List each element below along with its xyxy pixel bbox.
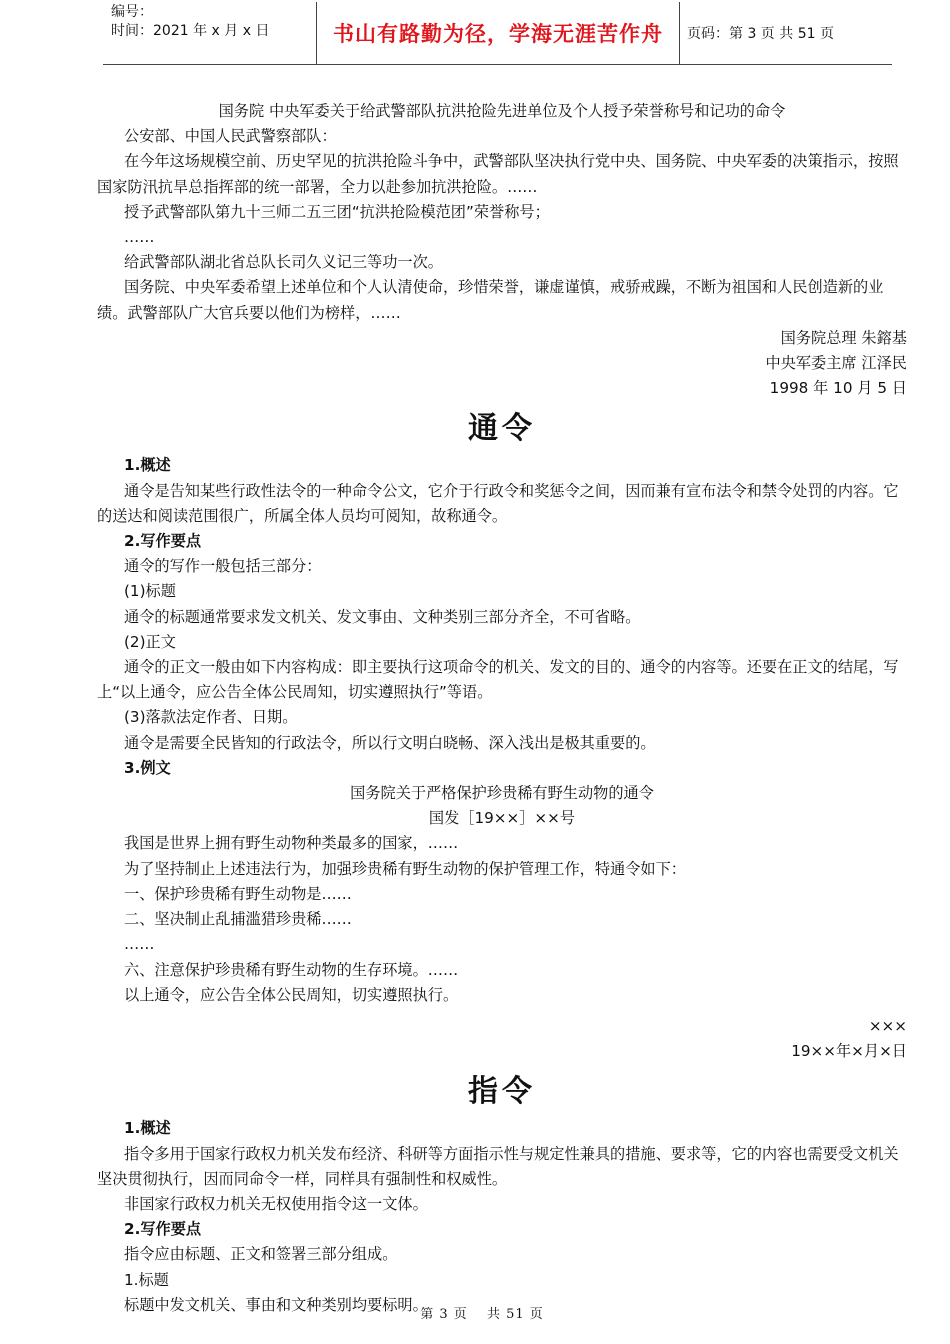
text-line: 国务院 中央军委关于给武警部队抗洪抢险先进单位及个人授予荣誉称号和记功的命令 [218,102,786,120]
text-line: 通令的标题通常要求发文机关、发文事由、文种类别三部分齐全，不可省略。 [124,607,641,626]
text-line: 二、坚决制止乱捕滥猎珍贵稀…… [124,910,352,929]
text-line: 国务院关于严格保护珍贵稀有野生动物的通令 [350,784,654,803]
section-heading: 3.例文 [124,758,171,777]
text-line: 公安部、中国人民武警察部队： [124,127,337,146]
text-line: 指令应由标题、正文和签署三部分组成。 [124,1245,398,1264]
text-line: 19××年×月×日 [791,1042,907,1061]
page-header [103,2,892,65]
footer-page: 第 3 页 [420,1307,468,1322]
text-line: 我国是世界上拥有野生动物种类最多的国家，…… [124,834,459,853]
header-motto: 书山有路勤为径，学海无涯苦作舟 [316,2,680,64]
text-line: 中央军委主席 江泽民 [765,354,907,373]
header-page-number: 页码：第 3 页 共 51 页 [687,26,834,42]
header-number: 编号： [111,4,153,20]
text-line: 六、注意保护珍贵稀有野生动物的生存环境。…… [124,960,459,979]
text-line: 国务院、中央军委希望上述单位和个人认清使命，珍惜荣誉，谦虚谨慎，戒骄戒躁，不断为祖国和人民创造新的业绩。武警部队广大官兵要以他们为榜样，…… [97,278,884,322]
text-line: 1.标题 [124,1270,169,1289]
section-heading: 1.概述 [124,456,171,475]
text-line: 国务院总理 朱鎔基 [780,328,907,347]
text-line: 在今年这场规模空前、历史罕见的抗洪抢险斗争中，武警部队坚决执行党中央、国务院、中央军委的决策指示，按照国家防汛抗旱总指挥部的统一部署，全力以赴参加抗洪抢险。…… [97,152,899,196]
section-heading: 2.写作要点 [124,532,202,551]
page-footer [0,1303,950,1322]
section-heading: 2.写作要点 [124,1220,202,1239]
text-line: 指令多用于国家行政权力机关发布经济、科研等方面指示性与规定性兼具的措施、要求等，它的内容也需要受文机关坚决贯彻执行，因而同命令一样，同样具有强制性和权威性。 [97,1144,899,1188]
section-title: 指令 [468,1074,536,1110]
text-line: 通令是需要全民皆知的行政法令，所以行文明白晓畅、深入浅出是极其重要的。 [124,733,656,752]
text-line: 国发［19××］××号 [428,809,576,828]
text-line: …… [124,935,155,954]
text-line: 给武警部队湖北省总队长司久义记三等功一次。 [124,253,443,272]
header-meta [103,2,316,65]
footer-total: 共 51 页 [486,1307,544,1322]
text-line: ××× [868,1016,907,1035]
text-line: 通令是告知某些行政性法令的一种命令公文，它介于行政令和奖惩令之间，因而兼有宣布法令和禁令处罚的内容。它的送达和阅读范围很广，所属全体人员均可阅知，故称通令。 [97,481,899,525]
text-line: …… [124,228,155,247]
text-line: 非国家行政权力机关无权使用指令这一文体。 [124,1194,428,1213]
section-heading: 1.概述 [124,1119,171,1138]
header-time: 时间：2021 年 x 月 x 日 [111,23,270,39]
text-line: 一、保护珍贵稀有野生动物是…… [124,884,352,903]
text-line: 以上通令，应公告全体公民周知，切实遵照执行。 [124,985,459,1004]
text-line: (2)正文 [124,632,176,651]
text-line: (3)落款法定作者、日期。 [124,708,298,727]
section-title: 通令 [468,411,536,447]
text-line: 1998 年 10 月 5 日 [769,379,907,398]
text-line: 通令的写作一般包括三部分： [124,557,322,576]
text-line: 标题中发文机关、事由和文种类别均要标明。 [124,1295,428,1314]
document-body [97,99,907,1318]
text-line: (1)标题 [124,582,176,601]
text-line: 通令的正文一般由如下内容构成：即主要执行这项命令的机关、发文的目的、通令的内容等。还要在正文的结尾，写上“以上通令，应公告全体公民周知，切实遵照执行”等语。 [97,658,899,702]
text-line: 授予武警部队第九十三师二五三团“抗洪抢险模范团”荣誉称号； [124,202,550,221]
text-line: 为了坚持制止上述违法行为，加强珍贵稀有野生动物的保护管理工作，特通令如下： [124,859,686,878]
